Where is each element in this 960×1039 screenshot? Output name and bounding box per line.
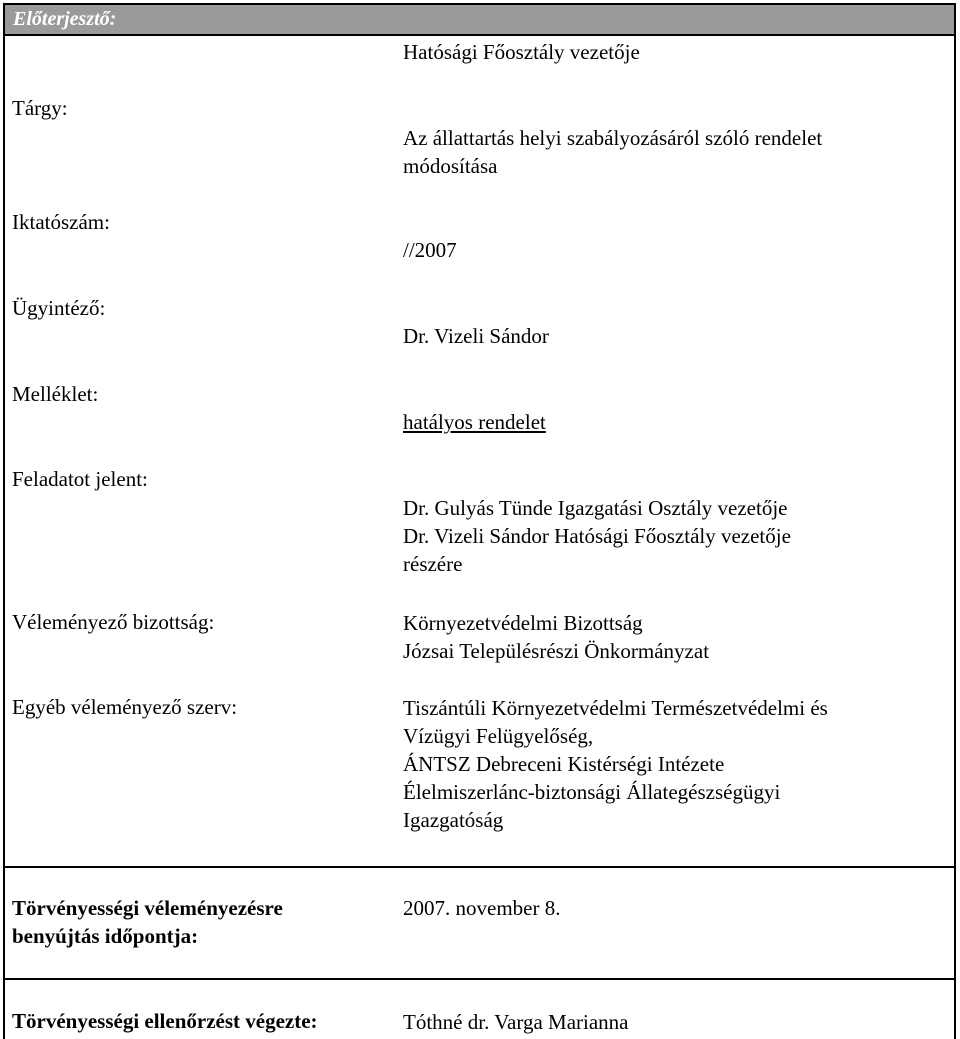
ugyintezo-value: Dr. Vizeli Sándor: [403, 324, 549, 348]
checked-by-label: Törvényességi ellenőrzést végezte:: [12, 1009, 318, 1033]
targy-value: [403, 124, 822, 180]
targy-value-line: módosítása: [403, 154, 498, 178]
velemenyezo-bizottsag-label: Véleményező bizottság:: [12, 610, 215, 634]
velemenyezo-bizottsag-value: [403, 609, 709, 665]
feladatot-jelent-value: [403, 494, 791, 578]
submission-label-line: benyújtás időpontja:: [12, 924, 199, 948]
targy-value-line: Az állattartás helyi szabályozásáról szóló rendelet: [403, 126, 823, 150]
egyeb-velemenyezo-line: Élelmiszerlánc-biztonsági Állategészségügyi: [403, 780, 781, 804]
egyeb-velemenyezo-line: Igazgatóság: [403, 808, 504, 832]
header-label: Előterjesztő:: [13, 8, 117, 30]
egyeb-velemenyezo-line: Tiszántúli Környezetvédelmi Természetvédelmi és: [403, 696, 828, 720]
targy-label: Tárgy:: [12, 96, 68, 120]
egyeb-velemenyezo-line: Vízügyi Felügyelőség,: [403, 724, 594, 748]
checked-by-value: Tóthné dr. Varga Marianna: [403, 1010, 629, 1034]
egyeb-velemenyezo-value: [403, 694, 828, 834]
egyeb-velemenyezo-line: ÁNTSZ Debreceni Kistérségi Intézete: [403, 752, 725, 776]
submission-label: [12, 894, 283, 950]
melleklet-label: Melléklet:: [12, 382, 99, 406]
submission-date: 2007. november 8.: [403, 896, 561, 920]
feladatot-jelent-line: Dr. Vizeli Sándor Hatósági Főosztály vezetője: [403, 524, 791, 548]
egyeb-velemenyezo-label: Egyéb véleményező szerv:: [12, 695, 238, 719]
velemenyezo-bizottsag-line: Józsai Településrészi Önkormányzat: [403, 639, 710, 663]
iktatoszam-value: //2007: [403, 238, 457, 262]
feladatot-jelent-line: Dr. Gulyás Tünde Igazgatási Osztály vezetője: [403, 496, 788, 520]
feladatot-jelent-label: Feladatot jelent:: [12, 467, 148, 491]
section-divider: [5, 978, 954, 980]
submission-label-line: Törvényességi véleményezésre: [12, 896, 283, 920]
velemenyezo-bizottsag-line: Környezetvédelmi Bizottság: [403, 611, 643, 635]
eloterjeszto-value: Hatósági Főosztály vezetője: [403, 40, 640, 64]
melleklet-value: hatályos rendelet: [403, 410, 546, 434]
ugyintezo-label: Ügyintéző:: [12, 296, 106, 320]
header-bar: [5, 5, 954, 36]
section-divider: [5, 866, 954, 868]
feladatot-jelent-line: részére: [403, 552, 463, 576]
iktatoszam-label: Iktatószám:: [12, 210, 110, 234]
